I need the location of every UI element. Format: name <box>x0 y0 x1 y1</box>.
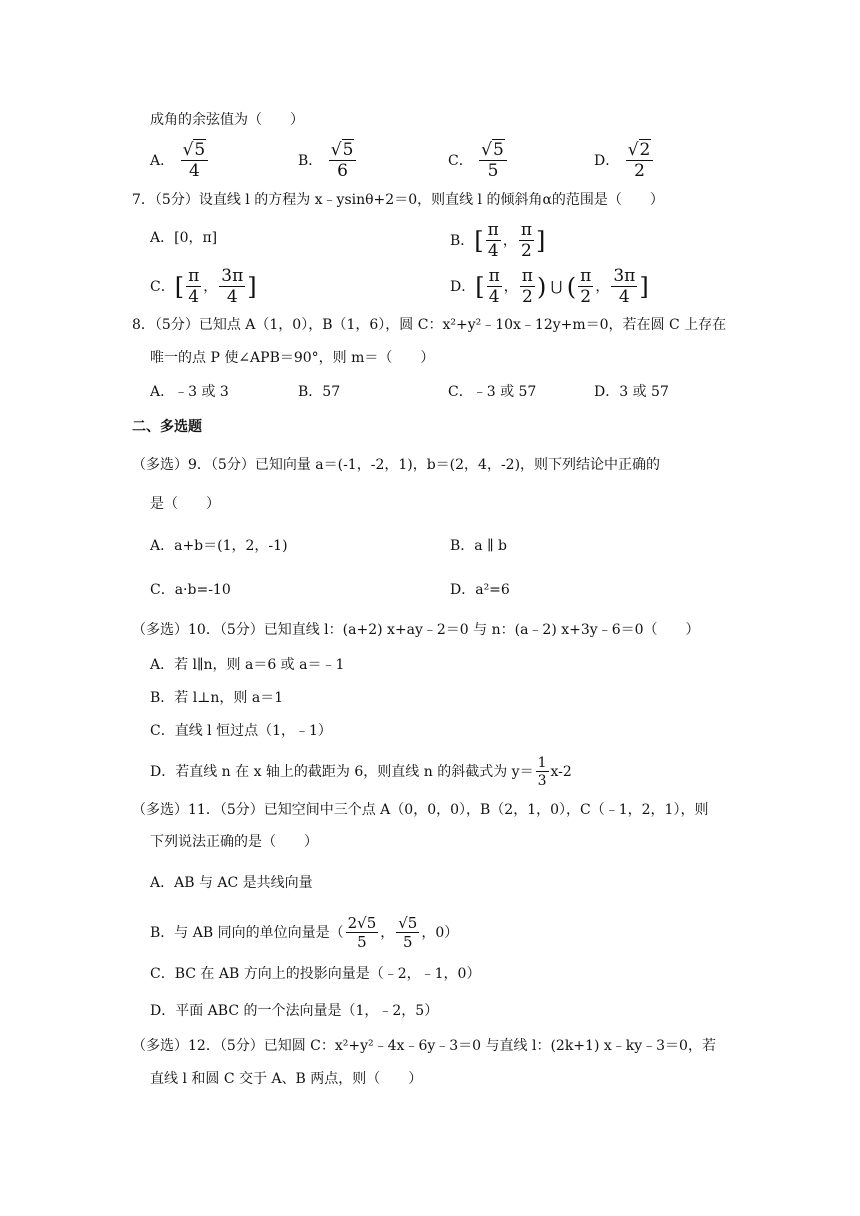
q7-option-d: D．[ $\frac{\pi}{4}$ ， $\frac{\pi}{2}$ ) ⋃ ( $\frac{\pi}{2}$ ， $\frac{3\pi}{4}$ ] <box>450 266 649 307</box>
q9-option-b: B．a ∥ b <box>450 538 507 554</box>
q7-option-a: A．[0，π] <box>150 230 218 246</box>
q8-stem-line2: 唯一的点 P 使∠APB＝90°，则 m＝（ ） <box>150 350 435 366</box>
option-label: B． <box>450 233 475 249</box>
q6-stem-tail: 成角的余弦值为（ ） <box>150 112 304 128</box>
q7-option-c: C．[ $\frac{\pi}{4}$ ， $\frac{3\pi}{4}$ ] <box>150 266 257 307</box>
q10-stem: （多选）10．（5分）已知直线 l：(a+2) x+ay﹣2＝0 与 n：(a﹣2) x+3y﹣6＝0（ ） <box>132 622 700 638</box>
q8-option-b: B．57 <box>298 384 341 400</box>
option-label: A． <box>150 153 175 169</box>
radicand: 2 <box>639 140 651 160</box>
radicand: 5 <box>194 140 206 160</box>
q11-option-b: B．与 AB 同向的单位向量是（ $\frac{2√5}{5}$ ， $\frac{√5}{5}$ ，0） <box>150 914 459 951</box>
denominator: 5 <box>487 161 499 181</box>
option-tail: x-2 <box>550 764 572 780</box>
denominator: 5 <box>403 933 413 951</box>
q8-option-d: D．3 或 57 <box>594 384 669 400</box>
q8-stem-line1: 8．（5分）已知点 A（1，0），B（1，6），圆 C：x²+y²﹣10x﹣12y+m＝0，若在圆 C 上存在 <box>132 317 727 333</box>
option-label: D． <box>450 279 476 295</box>
q11-stem-line1: （多选）11．（5分）已知空间中三个点 A（0，0，0），B（2，1，0），C（﹣1，2，1），则 <box>132 802 709 818</box>
section-heading: 二、多选题 <box>132 419 202 435</box>
numerator: 2√5 <box>347 914 377 932</box>
denominator: 6 <box>337 161 348 181</box>
q11-option-d: D．平面 ABC 的一个法向量是（1，﹣2，5） <box>150 1003 439 1019</box>
q11-stem-line2: 下列说法正确的是（ ） <box>150 834 318 850</box>
option-tail: ，0） <box>421 925 459 941</box>
denominator: 3 <box>537 773 547 789</box>
q7-stem: 7．（5分）设直线 l 的方程为 x﹣ysinθ+2＝0，则直线 l 的倾斜角α的范围是（ ） <box>132 192 664 208</box>
q9-option-c: C．a·b=-10 <box>150 582 231 598</box>
radicand: 5 <box>342 140 354 160</box>
q6-option-a: A． $\frac{√5}{4}$ <box>150 142 210 180</box>
numerator: 1 <box>537 755 547 771</box>
radicand: 5 <box>493 140 504 160</box>
q10-option-b: B．若 l⊥n，则 a＝1 <box>150 690 284 706</box>
option-text: D．若直线 n 在 x 轴上的截距为 6，则直线 n 的斜截式为 y＝ <box>150 764 534 780</box>
option-label: D． <box>594 153 620 169</box>
numerator: √5 <box>398 914 418 932</box>
q9-option-a: A．a+b＝(1，2，-1) <box>150 538 288 554</box>
q6-option-c: C． $\frac{√5}{5}$ <box>448 142 509 180</box>
option-label: C． <box>150 279 175 295</box>
q12-stem-line1: （多选）12．（5分）已知圆 C：x²+y²﹣4x﹣6y﹣3＝0 与直线 l：(2k+1) x﹣ky﹣3＝0，若 <box>132 1038 716 1054</box>
denominator: 5 <box>357 933 367 951</box>
q10-option-d <box>150 756 572 788</box>
q8-option-c: C．﹣3 或 57 <box>448 384 537 400</box>
q8-option-a: A．﹣3 或 3 <box>150 384 229 400</box>
q11-option-a: A．AB 与 AC 是共线向量 <box>150 875 313 891</box>
q7-option-b: B．[ $\frac{\pi}{4}$ ， $\frac{\pi}{2}$ ] <box>450 220 546 261</box>
q12-stem-line2: 直线 l 和圆 C 交于 A、B 两点，则（ ） <box>150 1071 423 1087</box>
option-label: C． <box>448 153 473 169</box>
q6-option-d: D． $\frac{√2}{2}$ <box>594 142 655 180</box>
denominator: 2 <box>634 161 645 181</box>
q10-option-c: C．直线 l 恒过点（1，﹣1） <box>150 723 332 739</box>
q9-stem-line1: （多选）9．（5分）已知向量 a＝(-1，-2，1)，b＝(2，4，-2)，则下列结论中正确的 <box>132 457 661 473</box>
denominator: 4 <box>189 161 200 181</box>
q11-option-c: C．BC 在 AB 方向上的投影向量是（﹣2，﹣1，0） <box>150 966 481 982</box>
q6-option-b: B． $\frac{√5}{6}$ <box>298 142 358 180</box>
option-text: B．与 AB 同向的单位向量是（ <box>150 925 344 941</box>
q9-stem-line2: 是（ ） <box>150 496 220 512</box>
option-label: B． <box>298 153 323 169</box>
q10-option-a: A．若 l∥n，则 a＝6 或 a＝﹣1 <box>150 657 345 673</box>
q9-option-d: D．a²=6 <box>450 582 510 598</box>
